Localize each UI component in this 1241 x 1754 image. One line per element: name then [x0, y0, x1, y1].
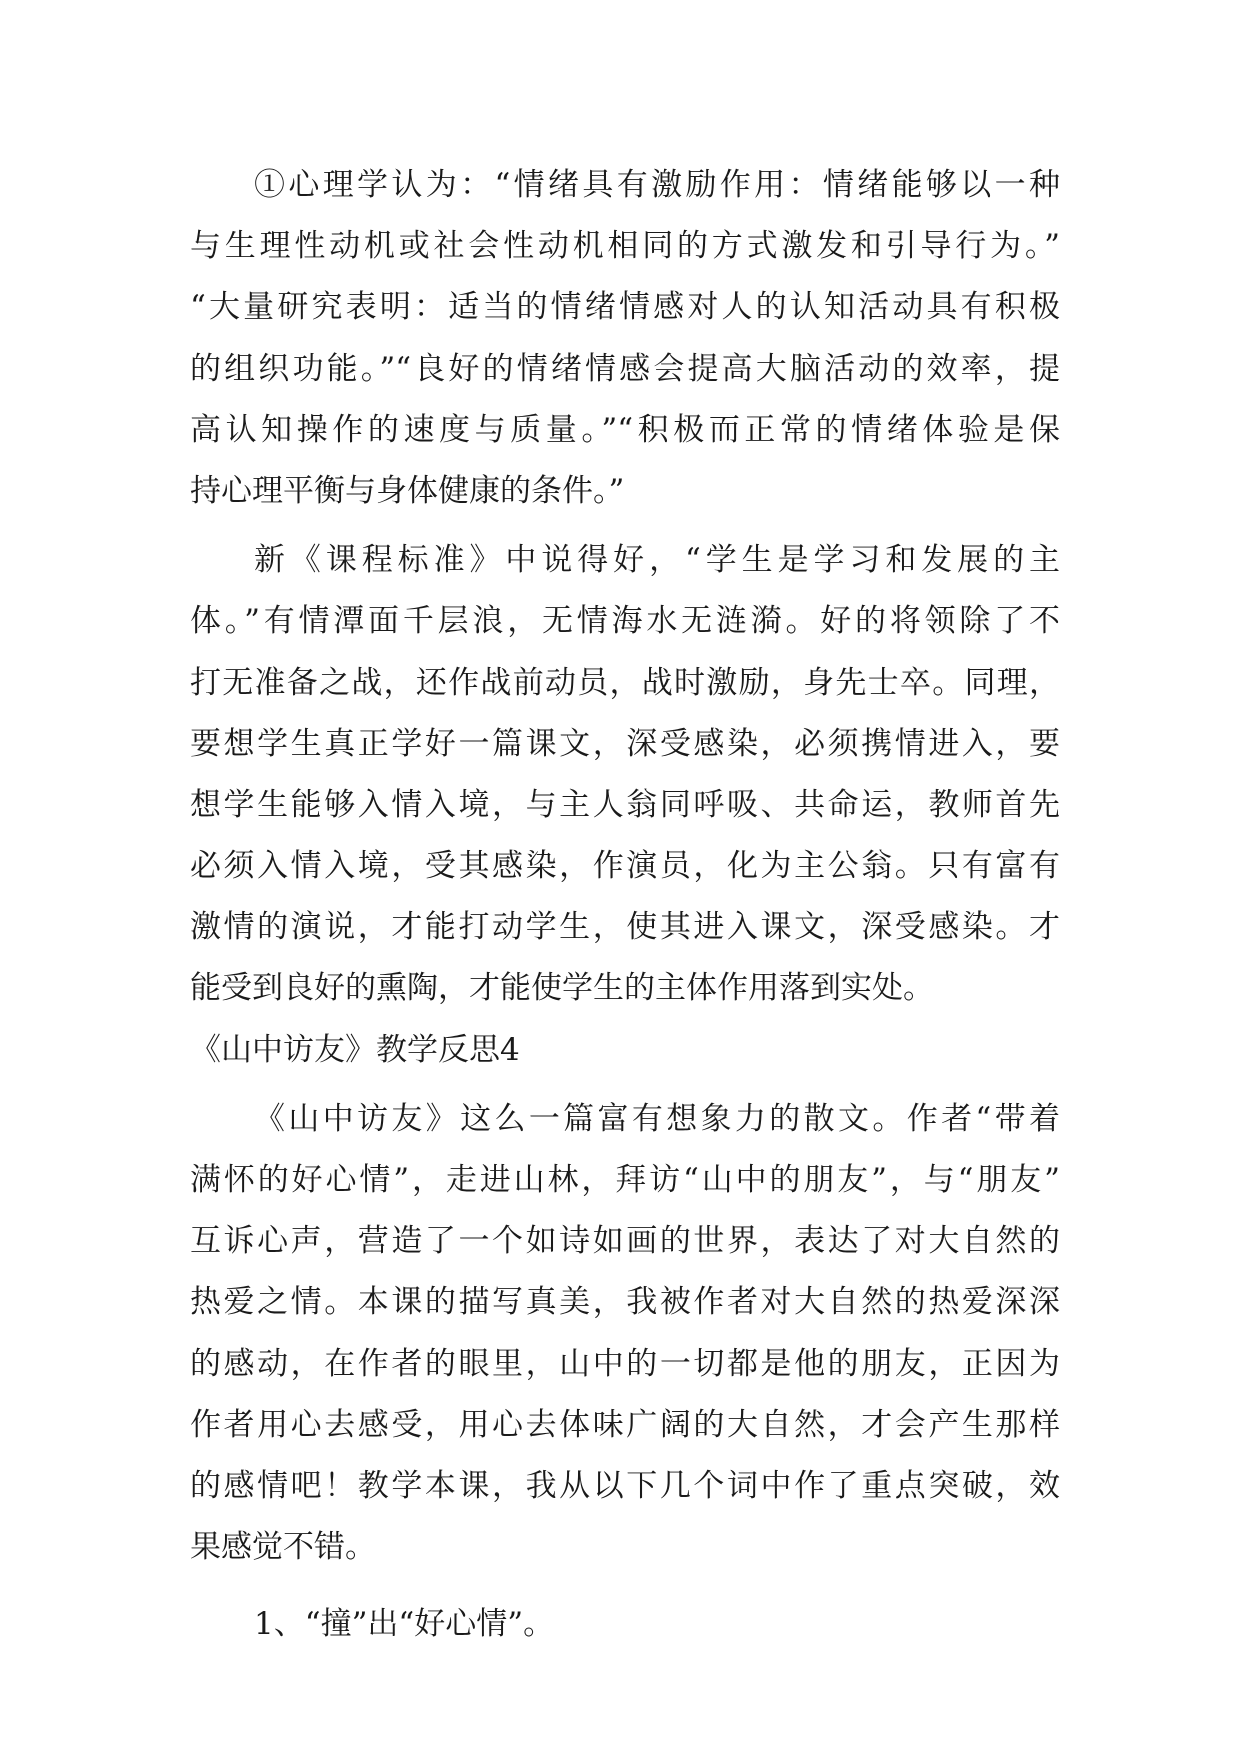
text-line: 互诉心声，营造了一个如诗如画的世界，表达了对大自然的 — [190, 1223, 1060, 1260]
list-item: 1、“撞”出“好心情”。 — [254, 1606, 555, 1643]
text-line: 能受到良好的熏陶，才能使学生的主体作用落到实处。 — [190, 970, 934, 1007]
text-line: 满怀的好心情”，走进山林，拜访“山中的朋友”，与“朋友” — [190, 1162, 1060, 1198]
text-line: 高认知操作的速度与质量。”“积极而正常的情绪体验是保 — [190, 411, 1060, 448]
text-line: 作者用心去感受，用心去体味广阔的大自然，才会产生那样 — [190, 1406, 1060, 1443]
text-line: 热爱之情。本课的描写真美，我被作者对大自然的热爱深深 — [190, 1284, 1060, 1321]
text-line: 持心理平衡与身体健康的条件。” — [190, 472, 625, 509]
text-line: 新《课程标准》中说得好，“学生是学习和发展的主 — [254, 542, 1060, 579]
text-line: 打无准备之战，还作战前动员，战时激励，身先士卒。同理， — [190, 664, 1060, 701]
text-line: 的感动，在作者的眼里，山中的一切都是他的朋友，正因为 — [190, 1345, 1060, 1382]
text-line: 的组织功能。”“良好的情绪情感会提高大脑活动的效率，提 — [190, 350, 1060, 387]
text-line: ①心理学认为：“情绪具有激励作用：情绪能够以一种 — [254, 167, 1060, 203]
text-line: “大量研究表明：适当的情绪情感对人的认知活动具有积极 — [190, 289, 1060, 326]
text-line: 激情的演说，才能打动学生，使其进入课文，深受感染。才 — [190, 909, 1060, 946]
paragraph-shanzhong-fangyou — [190, 1089, 1060, 1579]
paragraph-curriculum — [190, 530, 1060, 1020]
text-line: 必须入情入境，受其感染，作演员，化为主公翁。只有富有 — [190, 848, 1060, 885]
text-line: 的感情吧！教学本课，我从以下几个词中作了重点突破，效 — [190, 1467, 1060, 1504]
text-line: 与生理性动机或社会性动机相同的方式激发和引导行为。” — [190, 228, 1060, 265]
section-heading: 《山中访友》教学反思4 — [190, 1031, 520, 1068]
text-line: 想学生能够入情入境，与主人翁同呼吸、共命运，教师首先 — [190, 786, 1060, 823]
text-line: 《山中访友》这么一篇富有想象力的散文。作者“带着 — [254, 1100, 1060, 1137]
text-line: 要想学生真正学好一篇课文，深受感染，必须携情进入，要 — [190, 725, 1060, 762]
text-line: 果感觉不错。 — [190, 1529, 376, 1566]
document-body — [190, 155, 1060, 1656]
text-line: 体。”有情潭面千层浪，无情海水无涟漪。好的将领除了不 — [190, 603, 1060, 640]
paragraph-psychology — [190, 155, 1060, 522]
